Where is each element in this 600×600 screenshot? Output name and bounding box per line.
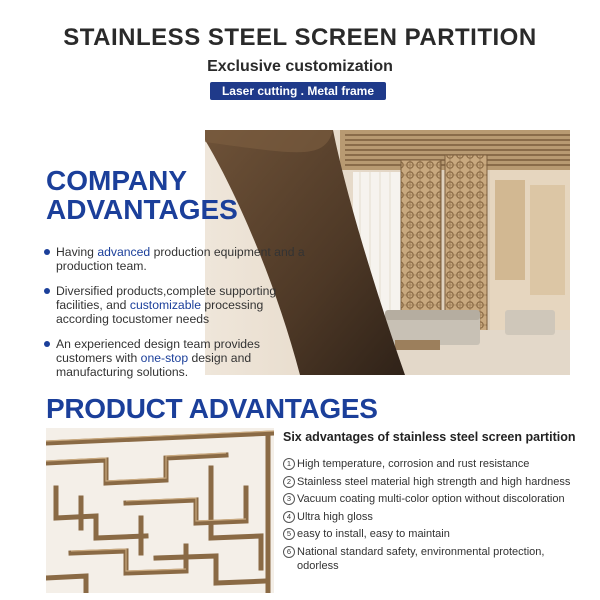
- feature-badge: Laser cutting . Metal frame: [210, 82, 386, 100]
- company-advantage-item: Having advanced production equipment and a production team.: [40, 245, 305, 273]
- feature-item: 4 Ultra high gloss: [283, 510, 583, 524]
- product-features-list: [283, 457, 583, 577]
- feature-item: 5 easy to install, easy to maintain: [283, 527, 583, 541]
- circled-number-icon: 2: [283, 476, 295, 488]
- feature-item: 3 Vacuum coating multi-color option without discoloration: [283, 492, 583, 506]
- company-title-line2: ADVANTAGES: [46, 194, 238, 225]
- circled-number-icon: 4: [283, 511, 295, 523]
- feature-item: 2 Stainless steel material high strength and high hardness: [283, 475, 583, 489]
- circled-number-icon: 6: [283, 546, 295, 558]
- company-advantages-title: [46, 166, 266, 224]
- bullet-dot-icon: [44, 249, 50, 255]
- circled-number-icon: 5: [283, 528, 295, 540]
- company-advantage-item: Diversified products,complete supporting facilities, and customizable processing according tocustomer needs: [40, 284, 305, 326]
- six-advantages-heading: Six advantages of stainless steel screen partition: [283, 430, 576, 444]
- page-title: STAINLESS STEEL SCREEN PARTITION: [63, 24, 537, 51]
- company-advantage-item: An experienced design team provides customers with one-stop design and manufacturing solutions.: [40, 337, 305, 379]
- company-title-line1: COMPANY: [46, 165, 188, 196]
- feature-item: 1 High temperature, corrosion and rust resistance: [283, 457, 583, 471]
- bullet-dot-icon: [44, 288, 50, 294]
- circled-number-icon: 3: [283, 493, 295, 505]
- circled-number-icon: 1: [283, 458, 295, 470]
- page-subtitle: Exclusive customization: [207, 58, 393, 75]
- bullet-dot-icon: [44, 341, 50, 347]
- company-advantages-list: [40, 245, 305, 390]
- lattice-screen-photo: [46, 428, 274, 593]
- product-advantages-title: PRODUCT ADVANTAGES: [46, 393, 378, 424]
- feature-item: 6 National standard safety, environmental protection, odorless: [283, 545, 583, 573]
